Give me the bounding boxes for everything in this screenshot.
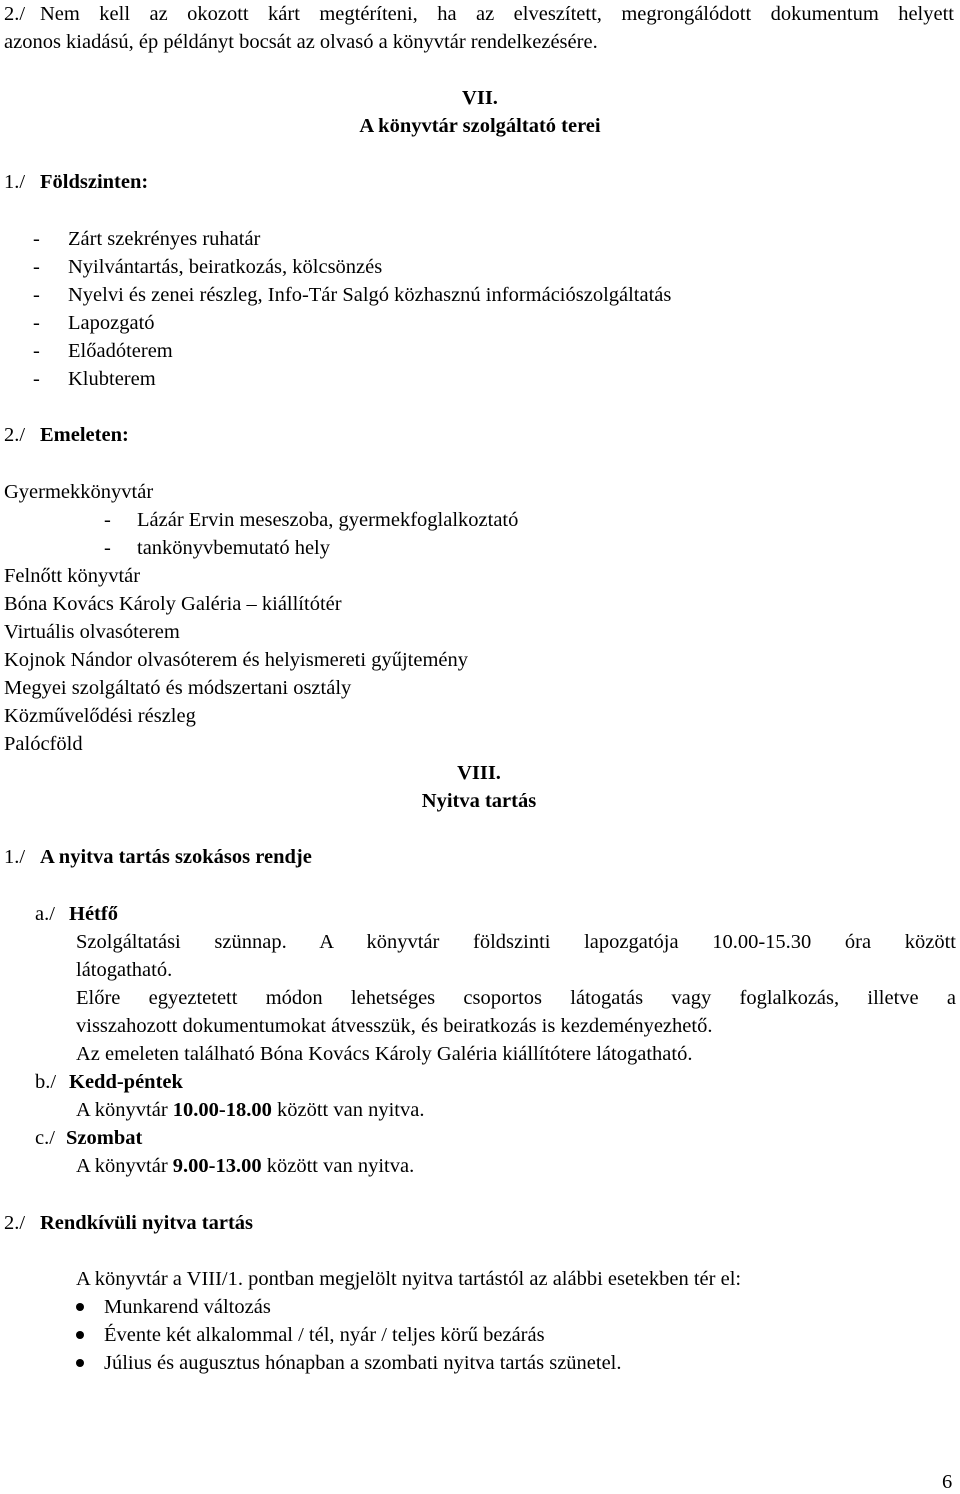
weekdays-hours: 10.00-18.00 <box>172 1099 272 1121</box>
special-bullet-item: Július és augusztus hónapban a szombati nyitva tartás szünetel. <box>104 1352 622 1374</box>
section-8-roman: VIII. <box>457 762 501 784</box>
room-item: Felnőtt könyvtár <box>4 565 141 587</box>
room-item: Bóna Kovács Károly Galéria – kiállítótér <box>4 593 342 615</box>
ground-item: Lapozgató <box>68 312 155 334</box>
monday-line-3: Előre egyeztetett módon lehetséges csoportos látogatás vagy foglalkozás, illetve a <box>76 987 956 1009</box>
special-heading: Rendkívüli nyitva tartás <box>40 1212 253 1234</box>
ground-item: Nyelvi és zenei részleg, Info-Tár Salgó közhasznú információszolgáltatás <box>68 284 672 306</box>
ground-heading: Földszinten: <box>40 171 149 193</box>
room-item: Kojnok Nándor olvasóterem és helyismereti gyűjtemény <box>4 649 468 671</box>
room-item: Megyei szolgáltató és módszertani osztály <box>4 677 352 699</box>
intro-line-1: Nem kell az okozott kárt megtéríteni, ha az elveszített, megrongálódott dokumentum helyett <box>40 3 954 25</box>
page-number: 6 <box>942 1471 953 1493</box>
saturday-post: között van nyitva. <box>266 1155 415 1177</box>
ground-item: Nyilvántartás, beiratkozás, kölcsönzés <box>68 256 383 278</box>
saturday-label-number: c./ <box>35 1127 55 1149</box>
monday-line-2: látogatható. <box>76 959 173 981</box>
regular-heading-number: 1./ <box>4 846 26 868</box>
upper-heading-number: 2./ <box>4 424 26 446</box>
intro-number: 2./ <box>4 3 26 25</box>
regular-heading: A nyitva tartás szokásos rendje <box>40 846 312 868</box>
upper-heading: Emeleten: <box>40 424 129 446</box>
bullet-icon <box>76 1359 84 1367</box>
children-item-dash: - <box>104 537 111 559</box>
special-bullet-item: Évente két alkalommal / tél, nyár / teljes körű bezárás <box>104 1324 545 1346</box>
ground-item-dash: - <box>33 284 40 306</box>
special-intro: A könyvtár a VIII/1. pontban megjelölt nyitva tartástól az alábbi esetekben tér el: <box>76 1268 742 1290</box>
children-item-dash: - <box>104 509 111 531</box>
bullet-icon <box>76 1331 84 1339</box>
room-item: Virtuális olvasóterem <box>4 621 180 643</box>
weekdays-label: Kedd-péntek <box>69 1071 183 1093</box>
monday-line-1: Szolgáltatási szünnap. A könyvtár földszinti lapozgatója 10.00-15.30 óra között <box>76 931 956 953</box>
ground-item: Előadóterem <box>68 340 173 362</box>
section-7-roman: VII. <box>462 87 498 109</box>
section-7-title: A könyvtár szolgáltató terei <box>359 115 601 137</box>
special-heading-number: 2./ <box>4 1212 26 1234</box>
bullet-icon <box>76 1303 84 1311</box>
saturday-pre: A könyvtár <box>76 1155 168 1177</box>
ground-item-dash: - <box>33 368 40 390</box>
monday-line-5: Az emeleten található Bóna Kovács Károly Galéria kiállítótere látogatható. <box>76 1043 693 1065</box>
monday-label: Hétfő <box>69 903 118 925</box>
saturday-label: Szombat <box>66 1127 143 1149</box>
ground-item-dash: - <box>33 228 40 250</box>
ground-item-dash: - <box>33 340 40 362</box>
monday-line-4: visszahozott dokumentumokat átvesszük, és beiratkozás is kezdeményezhető. <box>76 1015 713 1037</box>
ground-heading-number: 1./ <box>4 171 26 193</box>
children-library: Gyermekkönyvtár <box>4 481 154 503</box>
room-item: Közművelődési részleg <box>4 705 196 727</box>
saturday-hours-line <box>76 1154 414 1178</box>
weekdays-label-number: b./ <box>35 1071 57 1093</box>
special-bullet-item: Munkarend változás <box>104 1296 271 1318</box>
weekdays-hours-line <box>76 1098 424 1122</box>
room-item: Palócföld <box>4 733 83 755</box>
children-item: Lázár Ervin meseszoba, gyermekfoglalkoztató <box>137 509 519 531</box>
weekdays-pre: A könyvtár <box>76 1099 168 1121</box>
intro-line-2: azonos kiadású, ép példányt bocsát az olvasó a könyvtár rendelkezésére. <box>4 31 598 53</box>
section-8-title: Nyitva tartás <box>421 790 537 812</box>
monday-label-number: a./ <box>35 903 55 925</box>
ground-item-dash: - <box>33 256 40 278</box>
ground-item: Zárt szekrényes ruhatár <box>68 228 261 250</box>
ground-item-dash: - <box>33 312 40 334</box>
weekdays-post: között van nyitva. <box>277 1099 425 1121</box>
ground-item: Klubterem <box>68 368 156 390</box>
saturday-hours: 9.00-13.00 <box>172 1155 262 1177</box>
children-item: tankönyvbemutató hely <box>137 537 330 559</box>
